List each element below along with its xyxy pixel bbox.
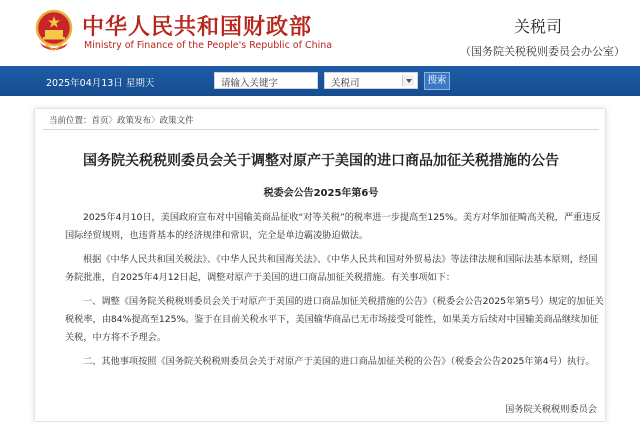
nav-bar	[0, 66, 640, 96]
breadcrumb-prefix: 当前位置：	[49, 116, 92, 126]
scope-select-value: 关税司	[331, 78, 360, 89]
department-subtitle: （国务院关税税则委员会办公室）	[460, 45, 625, 58]
breadcrumb	[49, 114, 194, 126]
breadcrumb-policy-documents[interactable]: 政策文件	[159, 116, 194, 126]
breadcrumb-home[interactable]: 首页	[91, 116, 109, 126]
article-paragraph: 一、调整《国务院关税税则委员会关于对原产于美国的进口商品加征关税措施的公告》（税委会公告2025年第5号）规定的加征关税税率，由84%提高至125%。鉴于在目前关税水平下，美国输华商品已无市场接受可能性，如果美方后续对中国输美商品继续加征关税，中方将不予理会。	[65, 296, 604, 343]
breadcrumb-policy-release[interactable]: 政策发布	[117, 116, 152, 126]
site-header	[0, 0, 640, 66]
brand-title-en[interactable]: Ministry of Finance of the People's Republic of China	[84, 40, 333, 51]
department-name: 关税司	[514, 17, 563, 36]
search-input[interactable]: 请输入关键字	[214, 72, 318, 89]
document-number: 税委会公告2025年第6号	[263, 188, 379, 199]
article-title: 国务院关税税则委员会关于调整对原产于美国的进口商品加征关税措施的公告	[83, 153, 559, 169]
national-emblem-icon[interactable]	[34, 9, 74, 53]
scope-select[interactable]	[324, 72, 418, 89]
current-date: 2025年04月13日 星期天	[46, 78, 155, 89]
article-paragraph: 2025年4月10日，美国政府宣布对中国输美商品征收“对等关税”的税率进一步提高至125%。美方对华加征畸高关税，严重违反国际经贸规则，也违背基本的经济规律和常识，完全是单边霸凌胁迫做法。	[65, 212, 601, 241]
breadcrumb-separator: 〉	[151, 116, 160, 126]
issuer-signature: 国务院关税税则委员会	[505, 404, 597, 415]
breadcrumb-separator: 〉	[108, 116, 118, 126]
chevron-down-icon[interactable]	[402, 75, 414, 86]
brand-title-cn[interactable]: 中华人民共和国财政部	[82, 15, 313, 40]
search-button[interactable]: 搜索	[424, 72, 450, 90]
article-card	[34, 108, 606, 422]
article-paragraph: 根据《中华人民共和国关税法》、《中华人民共和国海关法》、《中华人民共和国对外贸易法》等法律法规和国际法基本原则，经国务院批准，自2025年4月12日起，调整对原产于美国的进口商品加征关税措施。有关事项如下：	[65, 254, 598, 283]
article-paragraph: 二、其他事项按照《国务院关税税则委员会关于对原产于美国的进口商品加征关税的公告》（税委会公告2025年第4号）执行。	[83, 356, 595, 367]
breadcrumb-divider	[43, 129, 599, 130]
